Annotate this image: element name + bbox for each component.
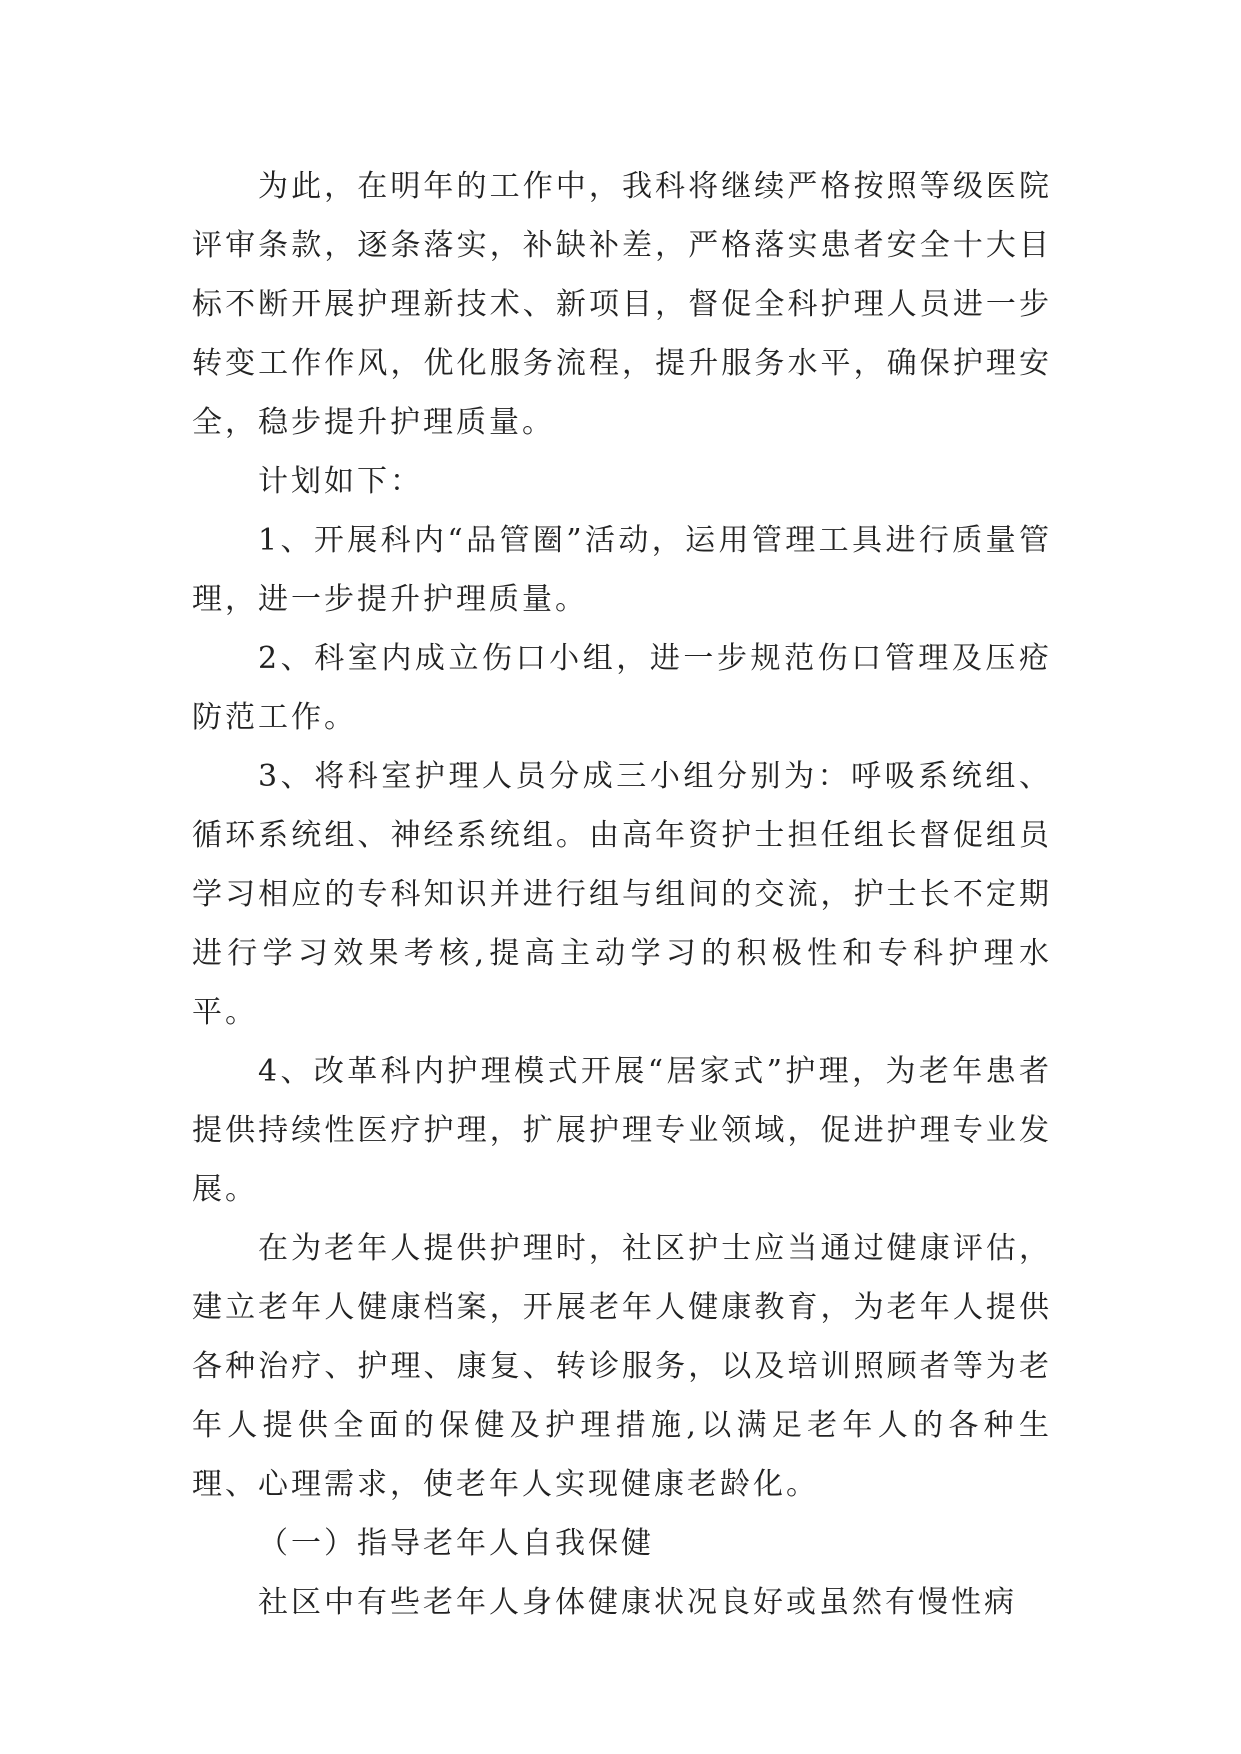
document-body (192, 157, 1052, 1632)
paragraph-item-3: 3、将科室护理人员分成三小组分别为：呼吸系统组、循环系统组、神经系统组。由高年资护士担任组长督促组员学习相应的专科知识并进行组与组间的交流，护士长不定期进行学习效果考核,提高主动学习的积极性和专科护理水平。 (192, 759, 1052, 1030)
paragraph-intro: 为此，在明年的工作中，我科将继续严格按照等级医院评审条款，逐条落实，补缺补差，严格落实患者安全十大目标不断开展护理新技术、新项目，督促全科护理人员进一步转变工作作风，优化服务流程，提升服务水平，确保护理安全，稳步提升护理质量。 (192, 169, 1052, 440)
paragraph-elderly-care: 在为老年人提供护理时，社区护士应当通过健康评估，建立老年人健康档案，开展老年人健康教育，为老年人提供各种治疗、护理、康复、转诊服务，以及培训照顾者等为老年人提供全面的保健及护理措施,以满足老年人的各种生理、心理需求，使老年人实现健康老龄化。 (192, 1231, 1052, 1502)
paragraph-plan-heading: 计划如下： (258, 464, 423, 499)
paragraph-item-2: 2、科室内成立伤口小组，进一步规范伤口管理及压疮防范工作。 (192, 641, 1052, 735)
paragraph-item-4: 4、改革科内护理模式开展“居家式”护理，为老年患者提供持续性医疗护理，扩展护理专业领域，促进护理专业发展。 (192, 1054, 1052, 1207)
section-heading: （一）指导老年人自我保健 (258, 1526, 654, 1561)
paragraph-item-1: 1、开展科内“品管圈”活动，运用管理工具进行质量管理，进一步提升护理质量。 (192, 523, 1052, 617)
paragraph-self-care: 社区中有些老年人身体健康状况良好或虽然有慢性病 (258, 1585, 1017, 1620)
